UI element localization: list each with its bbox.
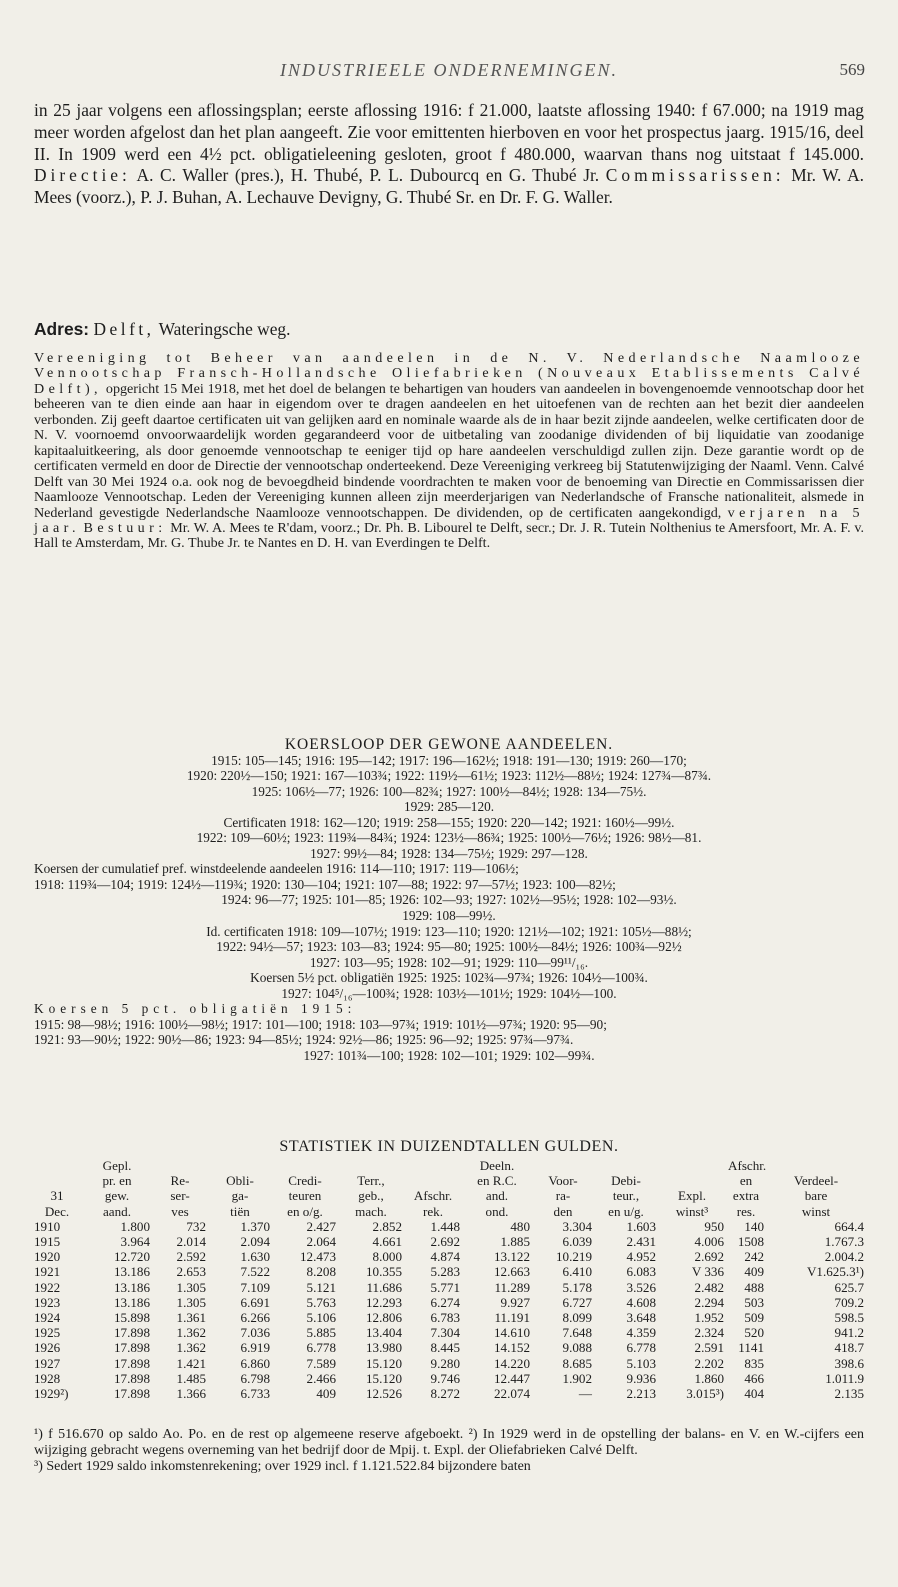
table-cell: 12.473 [299,1249,336,1265]
table-cell: 664.4 [834,1218,864,1234]
table-cell: 480 [510,1218,530,1234]
table-cell: 12.447 [493,1370,530,1386]
table-cell: 8.685 [562,1355,592,1371]
table-cell: 12.663 [493,1264,530,1280]
table-cell: 1.421 [176,1355,206,1371]
obligatien-55-line: Koersen 5½ pct. obligatiën 1925: 1925: 102¾—97¾; 1926: 104½—100¾. [250,970,648,986]
table-cell: 6.410 [562,1264,592,1280]
koersloop-line: 1929: 285—120. [403,799,495,815]
table-cell: 4.874 [430,1249,460,1265]
table-cell: 509 [744,1310,764,1326]
row-year: 1920 [34,1249,61,1265]
address-street: Wateringsche weg. [158,319,291,339]
table-cell: 17.898 [113,1325,150,1341]
table-cell: 8.272 [430,1386,460,1402]
table-cell: 5.885 [306,1325,336,1341]
table-cell: 2.213 [626,1386,656,1402]
table-cell: 2.591 [694,1340,724,1356]
table-cell: 1.366 [176,1386,206,1402]
table-cell: 503 [744,1294,764,1310]
address-label: Adres: [34,319,90,339]
table-cell: 2.482 [694,1279,724,1295]
vereeniging-paragraph [34,351,864,552]
table-row [32,1264,866,1279]
table-cell: 2.294 [694,1294,724,1310]
koersloop-line: 1920: 220½—150; 1921: 167—103¾; 1922: 119½—61½; 1923: 112½—88½; 1924: 127¾—87¾. [186,768,712,784]
table-cell: 9.927 [500,1294,530,1310]
table-cell: 6.691 [240,1294,270,1310]
table-cell: 835 [744,1355,764,1371]
table-cell: 409 [316,1386,336,1402]
table-cell: 1.767.3 [824,1234,864,1250]
table-cell: 409 [744,1264,764,1280]
column-header: Verdeel- bare winst [793,1173,839,1219]
id-certificaten-line: Id. certificaten 1918: 109—107½; 1919: 123—110; 1920: 121½—102; 1921: 105½—88½; [206,923,692,939]
table-cell: 488 [744,1279,764,1295]
table-cell: 140 [744,1218,764,1234]
row-year: 1921 [34,1264,61,1280]
column-header: Afschr. rek. [413,1188,453,1219]
table-cell: 6.778 [626,1340,656,1356]
table-cell: 4.952 [626,1249,656,1265]
column-header: Re- ser- ves [170,1173,190,1219]
table-row [32,1249,866,1264]
table-cell: 5.771 [430,1279,460,1295]
id-certificaten-line: 1927: 103—95; 1928: 102—91; 1929: 110—99¹¹/₁₆. [309,954,589,970]
vereeniging-text: opgericht 15 Mei 1918, met het doel de belangen te behartigen van houders van aandeelen in bovengenoemde vennootschap door het beheeren van te dien einde aan haar in eigendom over te dragen aandeelen en het uitoefenen van de rechten aan het bezit dier aandeelen verbonden. Zij geeft daartoe certificaten uit van gelijken aard en nominale waarde als de in haar bezit zijnde aandeelen, welke certificaten door de N. V. voornoemd onvoorwaardelijk worden gegarandeerd voor de uitbetaling van zoodanige dividenden of bij liquidatie van zoodanige kapitaaluitkeering, als door genoemde vennootschap te eeniger tijd op hare aandeelen verschuldigd zullen zijn. Deze garantie wordt op de certificaten vermeld en door de Directie der vennootschap onderteekend. Deze Vereeniging verkreeg bij Statutenwijziging der Naaml. Venn. Calvé Delft van 30 Mei 1924 o.a. ook nog de bevoegdheid bindende voordrachten te maken voor de benoeming van Directie en Commissarissen dier Naamlooze Vennootschap. Leden der Vereeniging kunnen alleen zijn meerderjarigen van Nederlandsche of Fransche nationaliteit, alsmede in Nederland gevestigde Nederlandsche Naamlooze vennootschappen. De dividenden, op de certificaten aangekondigd, [34,380,864,521]
table-cell: 5.106 [306,1310,336,1326]
obligatien-5-line: 1921: 93—90½; 1922: 90½—86; 1923: 94—85½; 1924: 92½—86; 1925: 96—92; 1925: 97¾—97¾. [34,1032,574,1048]
table-cell: 418.7 [834,1340,864,1356]
table-cell: 12.720 [113,1249,150,1265]
table-cell: 1.800 [120,1218,150,1234]
table-cell: 12.293 [365,1294,402,1310]
table-cell: 9.936 [626,1370,656,1386]
commissarissen-label: Commissarissen: [605,165,785,186]
table-cell: 13.186 [113,1279,150,1295]
table-cell: 1.448 [430,1218,460,1234]
table-cell: 732 [186,1218,206,1234]
table-cell: 15.898 [113,1310,150,1326]
table-cell: 1.630 [240,1249,270,1265]
obligatien-5-line: 1927: 101¾—100; 1928: 102—101; 1929: 102—99¾. [303,1047,595,1063]
table-cell: 2.692 [430,1234,460,1250]
commissarissen-text: Mr. W. A. Mees (voorz.), P. J. Buhan, A. Lechauve Devigny, G. Thubé Sr. en Dr. F. G. Waller. [34,165,864,208]
vereeniging-heading: Vereeniging tot Beheer van aandeelen in de N. V. Nederlandsche Naamlooze Vennootschap Fransch-Hollandsche Oliefabrieken (Nouveaux Etablissements Calvé Delft), [34,350,864,397]
column-header: Terr., geb., mach. [355,1173,387,1219]
table-cell: 2.466 [306,1370,336,1386]
table-cell: 1.885 [500,1234,530,1250]
certificaten-line: Certificaten 1918: 162—120; 1919: 258—155; 1920: 220—142; 1921: 160½—99½. [223,814,675,830]
table-cell: 3.304 [562,1218,592,1234]
table-cell: 11.289 [494,1279,530,1295]
page-header [0,60,898,86]
table-cell: 1508 [737,1234,764,1250]
table-cell: 1.305 [176,1279,206,1295]
certificaten-line: 1927: 99½—84; 1928: 134—75½; 1929: 297—128. [310,845,588,861]
table-cell: 2.427 [306,1218,336,1234]
table-cell: 4.359 [626,1325,656,1341]
table-cell: 1.361 [176,1310,206,1326]
table-cell: V 336 [691,1264,724,1280]
table-cell: 6.727 [562,1294,592,1310]
footnote: ¹) f 516.670 op saldo Ao. Po. en de rest op algemeene reserve afgeboekt. ²) In 1929 werd in de opstelling der balans- en V. en W.-cijfers een wijziging gebracht wegens overneming van het bedrijf door de Mpij. t. Expl. der Oliefabrieken Calvé Delft. [34,1427,864,1458]
table-cell: 1.362 [176,1340,206,1356]
table-cell: 1.860 [694,1370,724,1386]
table-cell: 13.404 [365,1325,402,1341]
obligatien-5-line: 1915: 98—98½; 1916: 100½—98½; 1917: 101—100; 1918: 103—97¾; 1919: 101½—97¾; 1920: 95—90; [34,1016,607,1032]
table-cell: 6.039 [562,1234,592,1250]
table-cell: 2.202 [694,1355,724,1371]
footnote: ³) Sedert 1929 saldo inkomstenrekening; over 1929 incl. f 1.121.522.84 bijzondere baten [34,1459,531,1474]
table-cell: 12.806 [365,1310,402,1326]
cumulatief-line: Koersen der cumulatief pref. winstdeelende aandeelen 1916: 114—110; 1917: 119—106½; [34,861,519,877]
table-cell: 3.964 [120,1234,150,1250]
table-cell: 6.778 [306,1340,336,1356]
table-cell: 5.763 [306,1294,336,1310]
bond-text: in 25 jaar volgens een aflossingsplan; eerste aflossing 1916: f 21.000, laatste aflossing 1940: f 67.000; na 1919 mag meer worden afgelost dan het plan aangeeft. Zie voor emittenten hierboven en voor het prospectus jaarg. 1915/16, deel II. In 1909 werd een 4½ pct. obligatieleening gesloten, groot f 480.000, waarvan thans nog uitstaat f 145.000. [34,100,864,164]
table-cell: V1.625.3¹) [806,1264,864,1280]
table-cell: 17.898 [113,1370,150,1386]
row-year: 1925 [34,1325,61,1341]
table-row [32,1295,866,1310]
table-cell: 9.280 [430,1355,460,1371]
table-cell: 12.526 [365,1386,402,1402]
table-cell: 10.355 [365,1264,402,1280]
table-cell: 15.120 [365,1370,402,1386]
table-cell: 2.014 [176,1234,206,1250]
table-cell: 8.099 [562,1310,592,1326]
table-cell: 22.074 [493,1386,530,1402]
table-cell: 7.304 [430,1325,460,1341]
table-cell: 5.283 [430,1264,460,1280]
table-cell: 17.898 [113,1386,150,1402]
table-cell: 2.324 [694,1325,724,1341]
table-cell: 15.120 [365,1355,402,1371]
table-cell: 242 [744,1249,764,1265]
table-cell: 11.191 [494,1310,530,1326]
table-cell: 9.746 [430,1370,460,1386]
table-cell: 6.860 [240,1355,270,1371]
table-row [32,1340,866,1355]
column-header: 31 Dec. [44,1188,70,1219]
table-cell: 1.370 [240,1218,270,1234]
column-header: Voor- ra- den [548,1173,578,1219]
table-cell: 398.6 [834,1355,864,1371]
table-row [32,1219,866,1234]
table-cell: 6.083 [626,1264,656,1280]
table-cell: 17.898 [113,1340,150,1356]
row-year: 1929²) [34,1386,69,1402]
table-cell: 11.686 [366,1279,402,1295]
table-cell: 3.526 [626,1279,656,1295]
table-cell: 1.305 [176,1294,206,1310]
company-paragraph [34,100,864,209]
row-year: 1928 [34,1370,61,1386]
table-cell: 4.661 [372,1234,402,1250]
row-year: 1910 [34,1218,61,1234]
table-cell: 4.608 [626,1294,656,1310]
row-year: 1923 [34,1294,61,1310]
running-title: INDUSTRIEELE ONDERNEMINGEN. [280,60,618,80]
directie-text: A. C. Waller (pres.), H. Thubé, P. L. Dubourcq en G. Thubé Jr. [136,165,600,186]
row-year: 1927 [34,1355,61,1371]
table-cell: 10.219 [555,1249,592,1265]
table-cell: 2.064 [306,1234,336,1250]
table-body [32,1219,866,1401]
obligatien-55-line: 1927: 104⁵/₁₆—100¾; 1928: 103½—101½; 1929: 104½—100. [281,985,617,1001]
table-row [32,1280,866,1295]
bestuur-text: Mr. W. A. Mees te R'dam, voorz.; Dr. Ph. B. Libourel te Delft, secr.; Dr. J. R. Tutein Nolthenius te Amersfoort, Mr. A. F. v. Hall te Amsterdam, Mr. G. Thube Jr. te Nantes en D. H. van Everdingen te Delft. [34,519,864,552]
table-cell: 941.2 [834,1325,864,1341]
table-cell: 1.952 [694,1310,724,1326]
page-number: 569 [839,60,865,79]
address-city: Delft, [93,319,155,339]
table-cell: 6.266 [240,1310,270,1326]
column-header: Obli- ga- tiën [226,1173,254,1219]
table-row [32,1234,866,1249]
table-cell: 2.135 [834,1386,864,1402]
table-cell: 1.603 [626,1218,656,1234]
table-row [32,1325,866,1340]
koersloop-section [34,737,864,1063]
table-cell: 625.7 [834,1279,864,1295]
footnotes [34,1427,864,1475]
table-cell: 7.522 [240,1264,270,1280]
row-year: 1926 [34,1340,61,1356]
column-header: Debi- teur., en u/g. [608,1173,644,1219]
cumulatief-line: 1918: 119¾—104; 1919: 124½—119¾; 1920: 130—104; 1921: 107—88; 1922: 97—57½; 1923: 100—82½; [34,876,616,892]
table-cell: 1.011.9 [825,1370,864,1386]
table-cell: 1.902 [562,1370,592,1386]
table-cell: 1141 [738,1340,764,1356]
table-cell: 6.919 [240,1340,270,1356]
table-cell: 13.122 [493,1249,530,1265]
column-header: Deeln. en R.C. and. ond. [477,1158,517,1219]
table-header-row [32,1158,866,1219]
table-cell: 709.2 [834,1294,864,1310]
table-cell: 2.094 [240,1234,270,1250]
statistiek-title: STATISTIEK IN DUIZENDTALLEN GULDEN. [279,1138,619,1155]
table-cell: 13.186 [113,1294,150,1310]
bestuur-label: Bestuur: [83,519,167,536]
table-cell: 4.006 [694,1234,724,1250]
table-cell: 404 [744,1386,764,1402]
table-cell: 2.004.2 [824,1249,864,1265]
table-cell: 9.088 [562,1340,592,1356]
table-cell: 6.798 [240,1370,270,1386]
table-cell: 1.485 [176,1370,206,1386]
table-row [32,1310,866,1325]
table-cell: 2.653 [176,1264,206,1280]
koersloop-title: KOERSLOOP DER GEWONE AANDEELEN. [284,736,614,753]
table-cell: 5.103 [626,1355,656,1371]
table-cell: 3.015³) [686,1386,724,1402]
column-header: Credi- teuren en o/g. [287,1173,323,1219]
column-header: Expl. winst³ [675,1188,709,1219]
table-cell: 950 [704,1218,724,1234]
table-cell: 598.5 [834,1310,864,1326]
row-year: 1924 [34,1310,61,1326]
table-cell: 2.852 [372,1218,402,1234]
table-cell: 6.733 [240,1386,270,1402]
directie-label: Directie: [34,165,131,186]
id-certificaten-line: 1922: 94½—57; 1923: 103—83; 1924: 95—80; 1925: 100½—84½; 1926: 100¾—92½ [216,939,682,955]
table-cell: 7.589 [306,1355,336,1371]
table-cell: 2.692 [694,1249,724,1265]
table-cell: 2.431 [626,1234,656,1250]
table-cell: 5.178 [562,1279,592,1295]
obligatien-5-title: Koersen 5 pct. obligatiën 1915: [34,1001,357,1017]
row-year: 1922 [34,1279,61,1295]
table-cell: 6.274 [430,1294,460,1310]
verjaren-text: verjaren na 5 jaar. [34,504,864,536]
table-cell: 7.036 [240,1325,270,1341]
table-cell: 14.220 [493,1355,530,1371]
koersloop-line: 1925: 106½—77; 1926: 100—82¾; 1927: 100½—84½; 1928: 134—75½. [251,783,647,799]
table-cell: 8.445 [430,1340,460,1356]
table-cell: 2.592 [176,1249,206,1265]
table-cell: 8.000 [372,1249,402,1265]
table-cell: 1.362 [176,1325,206,1341]
table-cell: 17.898 [113,1355,150,1371]
table-cell: 5.121 [306,1279,336,1295]
statistiek-table [32,1158,866,1401]
table-cell: 466 [744,1370,764,1386]
table-row [32,1371,866,1386]
cumulatief-line: 1929: 108—99½. [402,908,496,924]
table-cell: 14.610 [493,1325,530,1341]
table-cell: 520 [744,1325,764,1341]
certificaten-line: 1922: 109—60½; 1923: 119¾—84¾; 1924: 123½—86¾; 1925: 100½—76½; 1926: 98½—81. [196,830,702,846]
table-cell: 13.186 [113,1264,150,1280]
table-cell: 6.783 [430,1310,460,1326]
table-cell: 7.648 [562,1325,592,1341]
koersloop-line: 1915: 105—145; 1916: 195—142; 1917: 196—162½; 1918: 191—130; 1919: 260—170; [211,752,687,768]
table-cell: 7.109 [240,1279,270,1295]
table-cell: 14.152 [493,1340,530,1356]
table-row [32,1356,866,1371]
table-cell: — [578,1386,592,1402]
column-header: Gepl. pr. en gew. aand. [102,1158,132,1219]
table-cell: 3.648 [626,1310,656,1326]
table-cell: 8.208 [306,1264,336,1280]
table-cell: 13.980 [365,1340,402,1356]
column-header: Afschr. en extra res. [728,1158,767,1219]
row-year: 1915 [34,1234,61,1250]
table-row [32,1386,866,1401]
cumulatief-line: 1924: 96—77; 1925: 101—85; 1926: 102—93; 1927: 102½—95½; 1928: 102—93½. [221,892,677,908]
address-line [34,319,864,340]
